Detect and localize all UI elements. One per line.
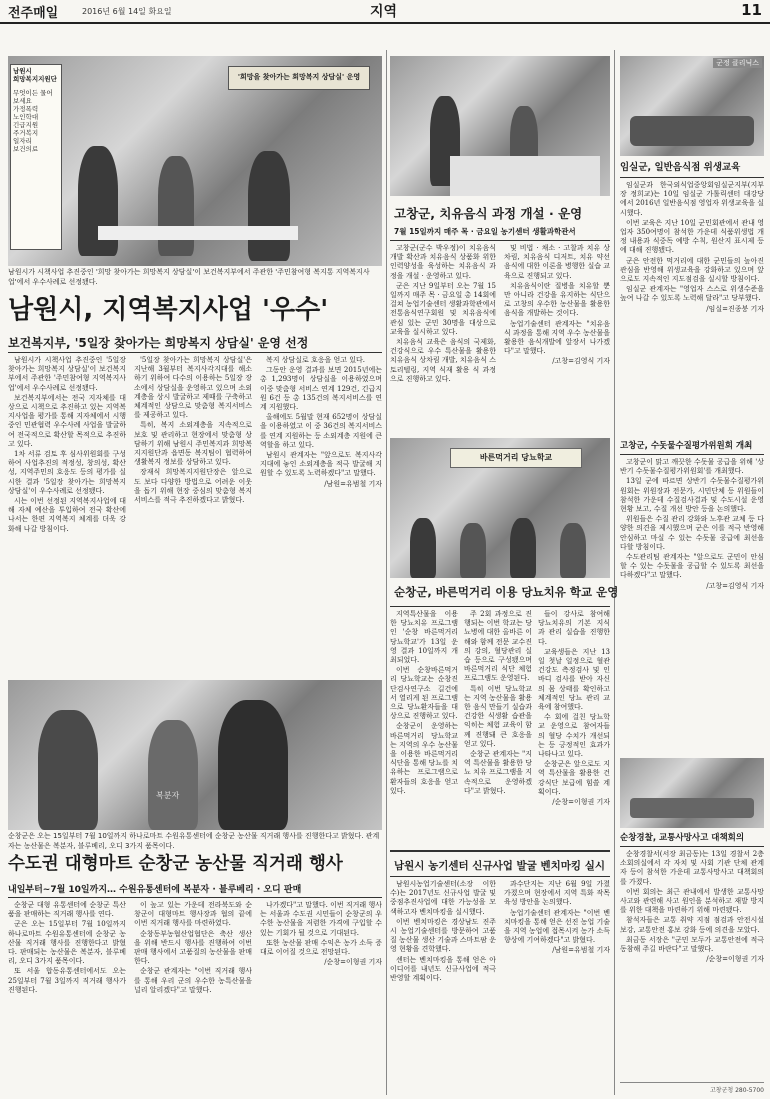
paragraph: 순창군 관계자는 "이번 직거래 행사를 통해 우리 군의 우수한 농특산물을 널리 알리겠다"고 말했다. — [134, 967, 252, 994]
headline: 남원시, 지역복지사업 '우수' — [8, 295, 329, 325]
paragraph: 이번 벤치마킹은 경상남도 진주시 농업기술센터를 방문하여 고품질 농산물 생산 기술과 스마트팜 운영 현황을 견학했다. — [390, 917, 496, 954]
byline: /임실=진종붕 기자 — [706, 304, 764, 313]
paragraph: 수 회에 걸친 당뇨학교 운영으로 참여자들의 혈당 수치가 개선되는 등 긍정적인 효과가 나타나고 있다. — [538, 713, 610, 759]
audience-row — [630, 116, 754, 146]
article-column — [134, 356, 252, 676]
divider — [620, 454, 764, 455]
divider — [390, 876, 610, 877]
divider — [8, 897, 382, 898]
article-column — [390, 610, 458, 846]
article-column — [260, 901, 382, 1091]
paragraph: 과수단지는 지난 6월 9일 가졌 가졌으며 현장에서 지역 특화 작목 육성 방안을 논의했다. — [504, 880, 610, 907]
paragraph: 남원시가 시책사업 추진중인 '5일장 찾아가는 희망복지 상담실'이 보건복지부에서 주관한 '주민참여형 지역복지사업'에서 우수사례로 선정됐다. — [8, 356, 126, 392]
article-column — [390, 880, 496, 1092]
byline: /순창=이형권 기자 — [552, 798, 610, 807]
paragraph: 순창동부농협산업협단은 축산 생산을 위해 반드시 행사를 진행하여 이번 판매 행사에서 고품질의 농산물을 판매한다. — [134, 929, 252, 966]
signboard-line: 무엇이든 물어보세요 — [13, 89, 53, 105]
person-figure — [460, 523, 486, 578]
paragraph: 고창군(군수 박우정)이 치유음식 개발 확산과 치유음식 상품화 위한 인력양성을 육성하는 치유음식 과정을 개설 · 운영하고 있다. — [390, 244, 496, 280]
person-figure — [148, 720, 198, 830]
paragraph: 참석자들은 교통 취약 지점 점검과 안전시설 보강, 교통안전 홍보 강화 등에 의견을 모았다. — [620, 916, 764, 934]
welfare-signboard — [10, 64, 62, 250]
paragraph: 이번 교육은 지난 10일 군민회관에서 관내 영업자 350여명이 참석한 가운데 식품위생법 개정 내용과 식중독 예방 수칙, 원산지 표시제 등에 대해 진행됐다. — [620, 218, 764, 255]
paragraph: 군은 안전한 먹거리에 대한 군민들의 높아진 관심을 반영해 위생교육을 강화하고 있으며 앞으로도 지속적인 지도점검을 실시할 방침이다. — [620, 256, 764, 284]
person-figure — [248, 151, 290, 261]
person-figure — [410, 518, 436, 578]
paragraph: 치유음식이란 질병을 치유할 뿐만 아니라 건강을 유지하는 식단으로 고창의 우수한 농산물을 활용한 음식을 개발하는 것이다. — [504, 281, 610, 318]
hygiene-education-photo — [620, 56, 764, 156]
desk — [98, 226, 298, 240]
paragraph: 남원시농업기술센터(소장 이한수)는 2017년도 신규사업 발굴 및 중점추진사업에 대한 가능성을 모색하고자 벤치마킹을 실시했다. — [390, 880, 496, 916]
divider — [620, 846, 764, 847]
signboard-line: 긴급지원 — [13, 121, 39, 129]
police-meeting-photo — [620, 758, 764, 828]
signboard-line: 일자리 — [13, 137, 32, 145]
paragraph: 순창군이 운영하는 바른먹거리 당뇨학교는 지역의 우수 농산물을 이용한 바른먹거리 식단을 통해 당뇨를 치유하는 프로그램으로 환자들의 호응을 얻고 있다. — [390, 722, 458, 795]
paragraph: 또한 농산물 판매 수익은 농가 소득 증대로 이어질 것으로 전망된다. — [260, 938, 382, 957]
paragraph: 또 서울 합동유통센터에서도 오는 25일부터 7월 3일까지 직거래 행사가 진행된다. — [8, 967, 126, 994]
paragraph: 주 2회 과정으로 진행되는 이번 학교는 당뇨병에 대한 올바른 이해와 함께 전문 교수진의 강의, 혈당관리 실습 등으로 구성됐으며 바른먹거리 식단 체험 프로그램도 운영된다. — [464, 610, 532, 683]
welfare-office-photo — [8, 56, 382, 266]
signboard-line: 주거복지 — [13, 129, 39, 137]
paragraph: 들이 강사로 참여해 당뇨치유의 기본 지식과 관리 실습을 진행한다. — [538, 610, 610, 646]
headline: 순창군, 바른먹거리 이용 당뇨치유 학교 운영 — [394, 585, 619, 599]
table — [630, 798, 754, 818]
paragraph: 나가겠다"고 말했다. 이번 직거래 행사는 서울과 수도권 시민들이 순창군의 우수한 농산물을 저렴한 가격에 구입할 수 있는 기회가 될 것으로 기대된다. — [260, 901, 382, 937]
section-title: 지역 — [370, 4, 398, 20]
paragraph: 지역특산물을 이용한 당뇨치유 프로그램인 '순창 바른먹거리 당뇨학교'가 13일 운영 결과 10일까지 개최되었다. — [390, 610, 458, 665]
paragraph: 올해에도 5월말 현재 652명이 상담실을 이용하였고 이 중 36건의 복지서비스를 연계 지원하는 등 소외계층 지원에 큰 역할을 하고 있다. — [260, 413, 382, 449]
divider — [390, 240, 610, 241]
byline: /고창=김영식 기자 — [706, 581, 764, 590]
newspaper-name: 전주매일 — [8, 6, 59, 21]
paragraph: 13일 군에 따르면 상반기 수돗물수질평가위원회는 위원장과 전문가, 시민단체 등 위원들이 참석한 가운데 수질검사결과 및 수도시설 운영현황 보고, 수질 개선 방안 등을 논의했다. — [620, 477, 764, 514]
paragraph: 복지 상담실로 호응을 얻고 있다. — [266, 356, 366, 364]
paragraph: 및 비법 · 채소 · 고찰과 치유 상차림, 치유음식 디저트, 치유 약선음식에 대한 이론을 병행한 실습 교육으로 진행되고 있다. — [504, 244, 610, 280]
paragraph: 특히, 복지 소외계층을 지속적으로 보호 및 관리하고 현장에서 맞춤형 상담하기 위해 남원시 주민복지과 희망복지지원단과 읍면동 복지팀이 협력하여 생활복지 정보를 상담하고 있다. — [134, 421, 252, 467]
article-column — [620, 850, 764, 1078]
article-column — [390, 244, 496, 434]
divider — [390, 850, 610, 852]
paragraph: 최금동 서장은 "군민 모두가 교통안전에 적극 동참해 주길 바란다"고 말했다. — [620, 935, 764, 954]
photo-caption: 순창군은 오는 15일부터 7월 10일까지 하나로마트 수원유통센터에 순창군 농산물 직거래 행사를 진행한다고 밝혔다. 관계자는 농산물은 복분자, 블루베리, 오디 3가지 품목이다. — [8, 832, 380, 850]
headline: 남원시 농기센터 신규사업 발굴 벤치마킹 실시 — [394, 860, 605, 872]
article-column — [538, 610, 610, 846]
article-column — [620, 458, 764, 754]
sidebar-title: 임실군, 일반음식점 위생교육 — [620, 162, 741, 173]
subheadline: 7월 15일까지 매주 목 · 금요일 농기센터 생활과학관서 — [394, 227, 576, 236]
page-number: 11 — [741, 1, 762, 19]
divider — [620, 177, 764, 178]
headline: 수도권 대형마트 순창군 농산물 직거래 행사 — [8, 854, 343, 874]
paragraph: 시는 이번 선정된 지역복지사업에 대해 자체 예산을 투입하여 전국 확산에 나서는 한편 지역복지 체계를 더욱 강화해 나갈 방침이다. — [8, 497, 126, 533]
person-figure — [560, 523, 586, 578]
byline: /순창=이형권 기자 — [706, 955, 764, 964]
paragraph: 순창경찰서(서장 최금동)는 13일 경찰서 2층 소회의실에서 각 자치 및 사회 기관 단체 관계자 등이 참석한 가운데 교통사망사고 대책회의를 가졌다. — [620, 850, 764, 886]
diabetes-school-photo — [390, 438, 610, 578]
byline: /순창=이형권 기자 — [324, 958, 382, 967]
paragraph: 순창군 대형 유통센터에 순창군 특산품을 판매하는 직거래 행사를 연다. — [8, 901, 126, 919]
person-figure — [510, 518, 536, 578]
subheadline: 내일부터~7월 10일까지… 수원유통센터에 복분자 · 블루베리 · 오디 판매 — [8, 885, 302, 895]
article-column — [134, 901, 252, 1091]
article-column — [8, 356, 126, 676]
banner: '희망을 찾아가는 희망복지 상담실' 운영 — [228, 66, 370, 90]
issue-date: 2016년 6월 14일 화요일 — [82, 7, 172, 16]
shirt-label: 복분자 — [156, 791, 180, 800]
signboard-line: 희망복지지원단 — [13, 75, 57, 83]
page-header — [0, 0, 770, 24]
paragraph: 고창군이 맑고 깨끗한 수돗물 공급을 위해 '상반기 수돗물수질평가위원회'를 개최했다. — [620, 458, 764, 476]
person-figure — [38, 710, 98, 830]
subheadline: 보건복지부, '5일장 찾아가는 희망복지 상담실' 운영 선정 — [8, 336, 309, 350]
paragraph: 특히 이번 당뇨학교는 지역 농산물을 활용한 음식 만들기 실습과 건강한 식생활 습관을 익히는 체험 교육이 함께 진행돼 큰 호응을 얻고 있다. — [464, 684, 532, 748]
divider — [390, 606, 610, 607]
paragraph: 그동안 운영 결과를 보면 2015년에는 총 1,293명이 상담실을 이용하였으며 이중 맞춤형 서비스 연계 129건, 긴급지원 6건 등 총 135건의 복지서비스를 연계 지원했다. — [260, 366, 382, 412]
paragraph: '5일장 찾아가는 희망복지 상담실'은 지난해 3월부터 복지사각지대를 해소하기 위하여 다수의 이용하는 5일장 장소에서 상담실을 운영하고 있으며 소외계층을 상시 발굴하고 제때를 구축하고 체계적인 상담으로 맞춤형 복지서비스를 제공하고 있다. — [134, 356, 252, 420]
banner: 바른먹거리 당뇨학교 — [450, 448, 582, 468]
paragraph: 군은 오는 15일부터 7월 10일까지 하나로마트 수원유통센터에 순창군 농산물 직거래 행사를 진행한다고 밝혔다. 판매되는 농산물은 복분자, 블루베리, 오디 3가지 품목이다. — [8, 920, 126, 966]
paragraph: 임실군과 한국외식업중앙회임실군지부(지부장 정희교)는 10일 임실군 가톨릭센터 대강당에서 2016년 일반음식점 영업자 위생교육을 실시했다. — [620, 181, 764, 217]
sidebar-title: 순창경찰, 교통사망사고 대책회의 — [620, 833, 745, 843]
divider — [8, 352, 382, 353]
paragraph: 남원시 관계자는 "앞으로도 복지사각지대에 놓인 소외계층을 적극 발굴해 지원할 수 있도록 노력하겠다"고 말했다. — [260, 451, 382, 478]
byline: /남원=유범철 기자 — [552, 946, 610, 955]
signboard-line: 보건의료 — [13, 145, 39, 153]
paragraph: 치유음식 교육은 음식의 국제화, 건강식으로 우수 특산물을 활용한 치유음식 상차림 개발, 치유음식 스토리텔링, 지역 식재 활용 식 과정으로 진행하고 있다. — [390, 338, 496, 383]
paragraph: 수도관리팀 관계자는 "앞으로도 군민이 안심할 수 있는 수돗물을 공급할 수 있도록 최선을 다하겠다"고 말했다. — [620, 553, 764, 580]
column-divider — [386, 50, 387, 1095]
headline: 고창군, 치유음식 과정 개설 · 운영 — [394, 206, 583, 221]
paragraph: 이번 회의는 최근 관내에서 발생한 교통사망사고와 관련해 사고 원인을 분석하고 재발 방지를 위한 대책을 마련하기 위해 마련됐다. — [620, 887, 764, 915]
paragraph: 교육생들은 지난 13일 첫날 일정으로 혈관 건강도 측정검사 및 인바디 검사를 받아 자신의 몸 상태를 확인하고 체계적인 당뇨 관리 교육에 참여했다. — [538, 647, 610, 712]
column-divider — [614, 50, 615, 1095]
paragraph: 순창군은 앞으로도 지역 특산물을 활용한 건강식단 보급에 힘쓸 계획이다. — [538, 760, 610, 796]
counter — [450, 156, 600, 196]
paragraph: 이번 순창바른먹거리 당뇨학교는 순창진단검사연구소 길건에서 열리게 된 프로그램으로 당뇨환자들을 대상으로 진행하고 있다. — [390, 666, 458, 721]
byline: /고창=김영식 기자 — [552, 357, 610, 366]
cooking-class-photo — [390, 56, 610, 196]
person-figure — [218, 700, 288, 830]
paragraph: 순창군 관계자는 "지역 특산물을 활용한 당뇨 치유 프로그램을 지속적으로 운영하겠다"고 밝혔다. — [464, 750, 532, 795]
signboard-line: 남원시 — [13, 67, 32, 75]
signboard-line: 가정폭력 — [13, 105, 39, 113]
paragraph: 군은 지난 9일부터 오는 7월 15일까지 매주 목 · 금요일 총 14회에 걸쳐 농업기술센터 생활과학관에서 전통음식연구회원 및 치유음식에 관심 있는 군민 30명을 대상으로 교육을 실시하고 있다. — [390, 281, 496, 336]
paragraph: 장재식 희망복지지원단장은 앞으로도 보다 다양한 방법으로 어려운 이웃을 돕기 위해 현장 중심의 맞춤형 복지서비스를 적극 추진하겠다고 밝혔다. — [134, 468, 252, 505]
paragraph: 이 높고 있는 가운데 전라북도와 순창군이 대형마트 행사장과 협의 끝에 이번 직거래 행사를 마련하였다. — [134, 901, 252, 928]
article-column — [464, 610, 532, 846]
paragraph: 1차 서류 검토 후 심사위원회를 구성하여 사업추진의 적정성, 창의성, 확산성, 지역주민의 호응도 등의 평가를 실시한 결과 '5일장 찾아가는 희망복지 상담실'이 우수사례로 선정됐다. — [8, 450, 126, 495]
sidebar-title: 고창군, 수돗물수질평가위원회 개최 — [620, 441, 753, 451]
paragraph: 보건복지부에서는 전국 지자체를 대상으로 시책으로 추진하고 있는 지역복지사업을 평가를 통해 지자체에서 시행중인 민관협력 우수사례 사업을 발굴하여 전국적으로 확산할 목적으로 추진하고 있다. — [8, 393, 126, 448]
paragraph: 센터는 벤치마킹을 통해 얻은 아이디어를 내년도 신규사업에 적극 반영할 계획이다. — [390, 955, 496, 983]
article-column — [260, 356, 382, 676]
article-column — [620, 181, 764, 437]
article-column — [8, 901, 126, 1091]
mart-photo — [8, 680, 382, 830]
paragraph: 농업기술센터 관계자는 "치유음식 과정을 통해 지역 우수 농산물을 활용한 음식개발에 앞장서 나가겠다"고 말했다. — [504, 319, 610, 356]
signboard-line: 노인학대 — [13, 113, 39, 121]
section-badge: 군정 클리닉스 — [713, 58, 762, 68]
article-column — [504, 244, 610, 434]
photo-caption: 남원시가 시책사업 추진중인 '희망 찾아가는 희망복지 상담실'이 보건복지부에서 주관한 '주민참여형 복지통 지역복지사업'에서 우수사례로 선정됐다. — [8, 268, 370, 286]
ad-strip: 고창군청 280-5700 — [620, 1082, 764, 1094]
article-column — [504, 880, 610, 1092]
byline: /남원=유범철 기자 — [324, 479, 382, 488]
person-figure — [158, 156, 194, 256]
paragraph: 위원들은 수질 관리 강화와 노후관 교체 등 다양한 의견을 제시했으며 군은 이를 적극 반영해 안심하고 마실 수 있는 수돗물 공급에 최선을 다할 방침이다. — [620, 515, 764, 551]
paragraph: 임실군 관계자는 "영업자 스스로 위생수준을 높여 나갈 수 있도록 노력해 달라"고 당부했다. — [620, 285, 764, 303]
paragraph: 농업기술센터 관계자는 "이번 벤치마킹을 통해 얻은 선진 농업 기술을 지역 농업에 접목시켜 농가 소득 향상에 기여하겠다"고 밝혔다. — [504, 908, 610, 945]
